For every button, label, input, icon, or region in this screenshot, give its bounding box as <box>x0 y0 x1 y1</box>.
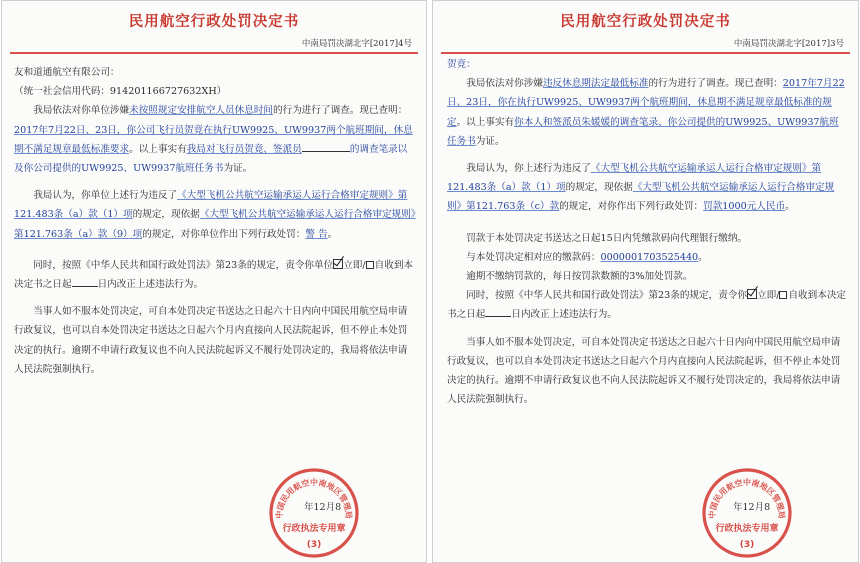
text-span: 。以上事实有 <box>456 116 515 128</box>
filled-evidence-a: 我局对飞行员贺竟、签派员 <box>186 143 302 155</box>
blank-line <box>485 308 511 317</box>
seal-text-bottom: 行政执法专用章 <box>282 524 346 534</box>
blank-line <box>302 143 350 152</box>
text-span: 。 <box>698 251 708 263</box>
text-span: 我局认为，你上述行为违反了 <box>466 163 591 175</box>
filled-penalty: 罚款1000元人民币 <box>703 201 786 213</box>
checked-box-icon <box>747 289 757 299</box>
blank-line <box>72 278 98 287</box>
right-document-number: 中南局罚决湖北字[2017]3号 <box>733 39 844 49</box>
official-seal-icon <box>701 467 793 559</box>
filled-penalty-rule: 《大型飞机公共航空运输承运人运行合格审定规则》第121.763条（a）款（9）项 <box>14 209 416 240</box>
text-span: 为证。 <box>223 163 253 175</box>
filled-facts: 2017年7月22日、23日，你在执行UW9925、UW9937两个航班期间，休息期不满足规章最低标准的规定 <box>447 78 845 128</box>
left-party-name: 友和道通航空有限公司： <box>14 67 120 78</box>
text-span: 。 <box>327 228 338 240</box>
option-immediately: 立即 <box>757 290 777 302</box>
text-span: 的规定，对你作出下列行政处罚： <box>559 201 704 213</box>
text-span: 。 <box>785 201 795 213</box>
right-paragraph-correction <box>447 286 848 324</box>
seal-number: (3) <box>739 540 755 550</box>
left-paragraph-correction <box>14 256 416 294</box>
text-span: 的行为进行了调查。现已查明： <box>273 105 408 117</box>
right-paragraph-findings <box>447 74 848 151</box>
text-span: 我局依法对你涉嫌 <box>466 78 543 90</box>
left-paragraph-findings <box>14 101 416 178</box>
option-within-days: 自收到本决定书之日起 <box>447 290 847 321</box>
text-span: 日内改正上述违法行为。 <box>511 309 617 321</box>
filled-violation: 未按照规定安排航空人员休息时间 <box>129 105 274 117</box>
right-paragraph-payment-code <box>447 248 848 267</box>
right-seal-date: 年12月8 <box>733 502 771 513</box>
text-span: 我局认为，你单位上述行为违反了 <box>33 190 178 202</box>
left-document-page <box>1 0 427 563</box>
right-title-rule <box>441 52 850 54</box>
text-span: 我局依法对你单位涉嫌 <box>33 105 130 117</box>
left-credit-code: （统一社会信用代码：914201166727632XH） <box>14 86 227 98</box>
text-span: 的行为进行了调查。现已查明： <box>648 78 783 90</box>
spacer <box>447 325 848 333</box>
text-span: 。以上事实有 <box>129 143 187 155</box>
right-paragraph-appeal: 当事人如不服本处罚决定，可自本处罚决定书送达之日起六十日内向中国民用航空局申请行政复议，也可以自本处罚决定书送达之日起六个月内直接向人民法院起诉，但不停止本处罚决定的执行。逾期不申请行政复议也不向人民法院起诉又不履行处罚决定的，我局将依法申请人民法院强制执行。 <box>447 336 841 406</box>
filled-penalty-rule: 《大型飞机公共航空运输承运人运行合格审定规则》第121.763条（c）款 <box>447 182 835 213</box>
official-seal-icon <box>268 467 360 559</box>
spacer <box>447 217 848 229</box>
right-paragraph-fine-payment: 罚款于本处罚决定书送达之日起15日内凭缴款码向代理银行缴纳。 <box>466 232 748 244</box>
left-seal-date: 年12月8 <box>304 502 342 513</box>
seal-number: (3) <box>306 540 322 550</box>
text-span: 的规定，现依据 <box>132 209 200 221</box>
filled-violated-rule: 《大型飞机公共航空运输承运人运行合格审定规则》第121.483条（a）款（1）项 <box>447 163 822 194</box>
filled-evidence: 你本人和签派员朱媛媛的调查笔录、你公司提供的UW9925、UW9937航班任务书 <box>447 116 839 147</box>
left-document-number: 中南局罚决湖北字[2017]4号 <box>301 39 412 49</box>
checked-box-icon <box>333 259 343 269</box>
seal-text-bottom: 行政执法专用章 <box>715 524 779 534</box>
seal-text-top: 中国民用航空中南地区管理局 <box>274 478 354 519</box>
left-paragraph-appeal: 当事人如不服本处罚决定，可自本处罚决定书送达之日起六十日内向中国民用航空局申请行政复议，也可以自本处罚决定书送达之日起六个月内直接向人民法院起诉，但不停止本处罚决定的执行。逾期不申请行政复议也不向人民法院起诉又不履行处罚决定的，我局将依法申请人民法院强制执行。 <box>14 306 408 375</box>
text-span: 为证。 <box>475 135 505 147</box>
payment-code: 0000001703525440 <box>600 251 699 263</box>
left-document-title: 民用航空行政处罚决定书 <box>128 14 300 30</box>
right-party-name: 贺竟： <box>447 59 476 70</box>
filled-facts: 2017年7月22日、23日，你公司飞行员贺竟在执行UW9925、UW9937两个航班期间，休息期不满足规章最低标准要求 <box>14 124 413 155</box>
text-span: 与本处罚决定相对应的缴款码： <box>466 251 601 263</box>
right-document-title: 民用航空行政处罚决定书 <box>560 14 731 30</box>
option-immediately: 立即/ <box>343 259 366 271</box>
seal-text-top: 中国民用航空中南地区管理局 <box>707 478 787 519</box>
left-document-body <box>14 63 416 379</box>
spacer <box>14 294 416 302</box>
right-document-page <box>432 0 859 563</box>
spacer <box>447 151 848 159</box>
filled-penalty: 警 告 <box>305 228 328 240</box>
text-span: 日内改正上述违法行为。 <box>97 279 204 291</box>
text-span: / <box>776 290 780 302</box>
text-span: 同时，按照《中华人民共和国行政处罚法》第23条的规定，责令你 <box>466 290 748 302</box>
text-span: 同时，按照《中华人民共和国行政处罚法》第23条的规定，责令你单位 <box>33 259 334 271</box>
filled-violation: 违反休息期法定最低标准 <box>542 78 649 90</box>
left-paragraph-legal-basis <box>14 186 416 244</box>
text-span: 的规定，现依据 <box>565 182 633 194</box>
spacer <box>14 178 416 186</box>
filled-evidence-b: 的调查笔录以及你公司提供的UW9925、UW9937航班任务书 <box>14 143 408 175</box>
unchecked-box-icon <box>366 261 374 269</box>
right-paragraph-late-fee: 逾期不缴纳罚款的，每日按罚款数额的3%加处罚款。 <box>466 271 693 283</box>
filled-violated-rule: 《大型飞机公共航空运输承运人运行合格审定规则》第121.483条（a）款（1）项 <box>14 190 408 221</box>
right-document-body <box>447 55 848 409</box>
option-within-days: 自收到本决定书之日起 <box>14 259 414 291</box>
text-span: 的规定，对你单位作出下列行政处罚： <box>142 228 306 240</box>
left-title-rule <box>10 52 418 54</box>
right-paragraph-legal-basis <box>447 159 848 217</box>
spacer <box>14 244 416 256</box>
unchecked-box-icon <box>779 291 787 299</box>
